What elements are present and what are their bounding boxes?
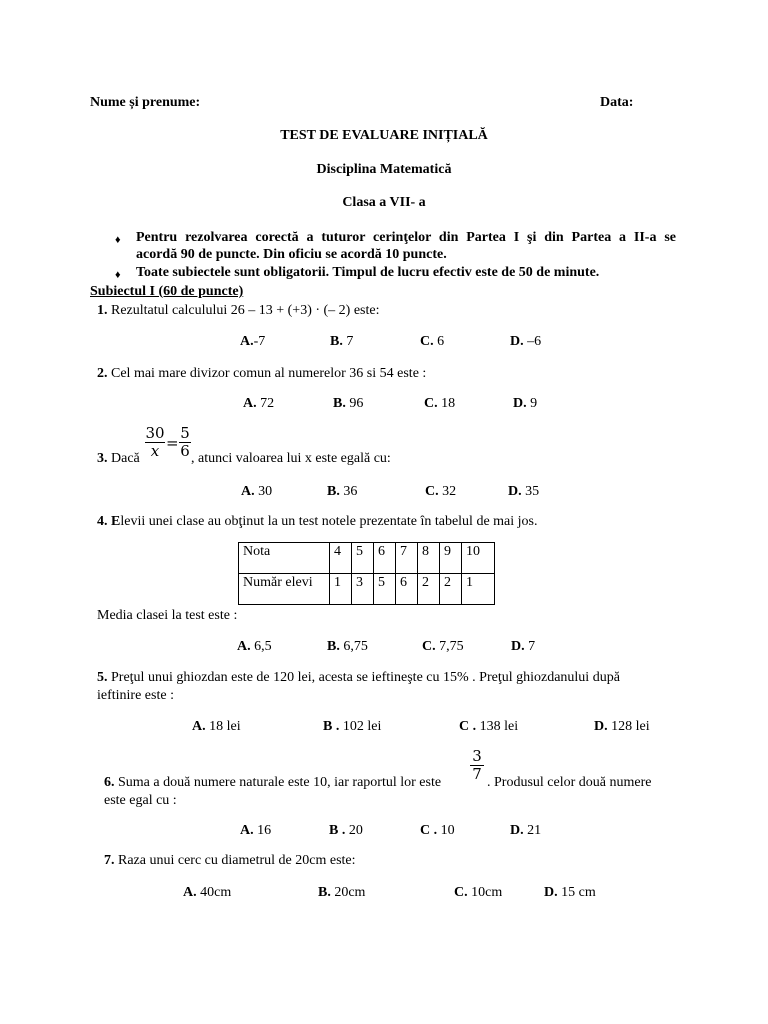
q5-option-c: C . 138 lei: [459, 719, 519, 734]
q3-option-a: A. 30: [241, 484, 273, 499]
table-cell: 7: [396, 543, 418, 574]
table-cell: 6: [396, 574, 418, 605]
table-cell: 9: [440, 543, 462, 574]
q6-option-d: D. 21: [510, 823, 542, 838]
instruction-2: Toate subiectele sunt obligatorii. Timpul de lucru efectiv este de 50 de minute.: [136, 265, 600, 280]
question-3-suffix: , atunci valoarea lui x este egală cu:: [191, 451, 391, 466]
question-text: Raza unui cerc cu diametrul de 20cm este:: [114, 853, 356, 868]
bullet-icon: ♦: [115, 269, 121, 281]
q4-option-a: A. 6,5: [237, 639, 272, 654]
question-6-line-1: [104, 775, 441, 791]
question-number: 1.: [97, 303, 108, 318]
q3-option-d: D. 35: [508, 484, 540, 499]
q1-option-c: C. 6: [420, 334, 445, 349]
table-row: [239, 543, 495, 574]
q4-option-d: D. 7: [511, 639, 536, 654]
q5-option-d: D. 128 lei: [594, 719, 650, 734]
question-4: 4. Elevii unei clase au obţinut la un test notele prezentate în tabelul de mai jos.: [97, 514, 538, 529]
question-number: 3.: [97, 451, 108, 466]
question-text: Preţul unui ghiozdan este de 120 lei, acesta se ieftineşte cu 15% . Preţul ghiozdanului după: [107, 670, 620, 685]
table-cell: 3: [352, 574, 374, 605]
test-title: TEST DE EVALUARE INIȚIALĂ: [280, 128, 488, 143]
question-number: 6.: [104, 775, 115, 790]
q7-option-a: A. 40cm: [183, 885, 232, 900]
table-cell: 2: [440, 574, 462, 605]
q4-option-b: B. 6,75: [327, 639, 368, 654]
table-row: [239, 574, 495, 605]
question-number: 4.: [97, 514, 108, 529]
q6-option-a: A. 16: [240, 823, 272, 838]
q6-option-b: B . 20: [329, 823, 363, 838]
instruction-1-line-2: acordă 90 de puncte. Din oficiu se acordă 10 puncte.: [136, 247, 447, 262]
table-cell: 1: [330, 574, 352, 605]
table-cell: 1: [462, 574, 495, 605]
table-cell: 10: [462, 543, 495, 574]
q6-option-c: C . 10: [420, 823, 455, 838]
question-text: Suma a două numere naturale este 10, iar raportul lor este: [114, 775, 442, 790]
q2-option-b: B. 96: [333, 396, 364, 411]
q5-option-a: A. 18 lei: [192, 719, 241, 734]
question-text: levii unei clase au obţinut la un test notele prezentate în tabelul de mai jos.: [120, 514, 538, 529]
table-cell: Nota: [239, 543, 330, 574]
section-title: Subiectul I (60 de puncte): [90, 284, 244, 299]
q2-option-d: D. 9: [513, 396, 538, 411]
question-6-line-1-end: . Produsul celor două numere: [487, 775, 652, 790]
question-number: 2.: [97, 366, 108, 381]
question-text: Rezultatul calculului 26 – 13 + (+3) · (– 2) este:: [107, 303, 380, 318]
equals-sign: =: [166, 434, 179, 452]
question-4-prompt: Media clasei la test este :: [97, 608, 238, 623]
q2-option-a: A. 72: [243, 396, 275, 411]
q5-option-b: B . 102 lei: [323, 719, 382, 734]
table-cell: Număr elevi: [239, 574, 330, 605]
grades-table: [238, 542, 495, 605]
q4-option-c: C. 7,75: [422, 639, 464, 654]
subject-title: Disciplina Matematică: [316, 162, 452, 177]
question-1: [97, 303, 380, 319]
q3-option-b: B. 36: [327, 484, 358, 499]
question-5-line-1: [97, 670, 620, 686]
table-cell: 6: [374, 543, 396, 574]
question-number: 7.: [104, 853, 115, 868]
question-3-prefix: 3. Dacă: [97, 451, 140, 466]
q2-option-c: C. 18: [424, 396, 456, 411]
q7-option-b: B. 20cm: [318, 885, 366, 900]
fraction-5-over-6: 5 6: [180, 424, 190, 460]
table-cell: 4: [330, 543, 352, 574]
grade-title: Clasa a VII- a: [342, 195, 426, 210]
instruction-1-line-1: Pentru rezolvarea corectă a tuturor cerinţelor din Partea I şi din Partea a II-a se: [136, 230, 676, 245]
q1-option-a: A.-7: [240, 334, 266, 349]
question-number: 5.: [97, 670, 108, 685]
q1-option-b: B. 7: [330, 334, 354, 349]
name-label: Nume și prenume:: [90, 95, 201, 110]
q7-option-d: D. 15 cm: [544, 885, 596, 900]
table-cell: 8: [418, 543, 440, 574]
question-6-line-2: este egal cu :: [104, 793, 177, 808]
q3-option-c: C. 32: [425, 484, 457, 499]
table-cell: 5: [352, 543, 374, 574]
bullet-icon: ♦: [115, 234, 121, 246]
question-text: Cel mai mare divizor comun al numerelor 36 si 54 este :: [107, 366, 427, 381]
q1-option-d: D. –6: [510, 334, 542, 349]
table-cell: 2: [418, 574, 440, 605]
q7-option-c: C. 10cm: [454, 885, 503, 900]
date-label: Data:: [600, 95, 634, 110]
fraction-30-over-x: 30 x: [145, 424, 165, 460]
question-5-line-2: ieftinire este :: [97, 688, 174, 703]
table-cell: 5: [374, 574, 396, 605]
question-7: [104, 853, 356, 869]
fraction-3-over-7: 3 7: [469, 748, 485, 783]
question-2: [97, 366, 426, 382]
